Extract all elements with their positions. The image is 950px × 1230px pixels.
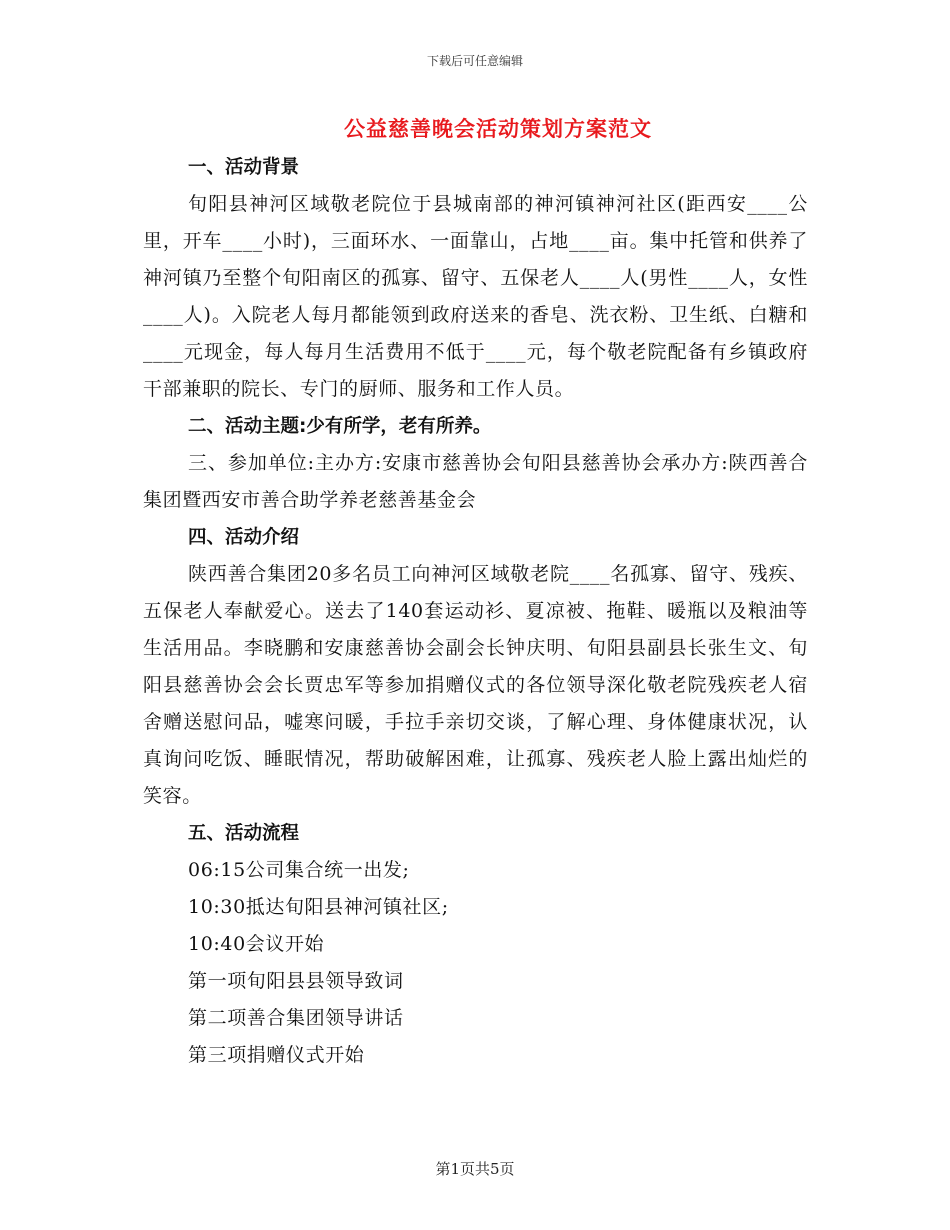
schedule-item: 第三项捐赠仪式开始	[188, 1044, 365, 1066]
document-body	[143, 149, 808, 1074]
schedule-item: 10:30抵达旬阳县神河镇社区;	[188, 896, 449, 918]
schedule-item: 第二项善合集团领导讲话	[188, 1007, 404, 1029]
section-3-paragraph: 三、参加单位:主办方:安康市慈善协会旬阳县慈善协会承办方:陕西善合集团暨西安市善合助学养老慈善基金会	[143, 452, 808, 511]
schedule-item: 10:40会议开始	[188, 933, 325, 955]
section-1-heading: 一、活动背景	[188, 157, 300, 178]
schedule-item: 06:15公司集合统一出发;	[188, 859, 410, 881]
schedule-item: 第一项旬阳县县领导致词	[188, 970, 404, 992]
page-footer: 第1页共5页	[435, 1160, 515, 1178]
section-1-paragraph: 旬阳县神河区域敬老院位于县城南部的神河镇神河社区(距西安____公里，开车____小时)，三面环水、一面靠山，占地____亩。集中托管和供养了神河镇乃至整个旬阳南区的孤寡、留守、五保老人____人(男性____人，女性____人)。入院老人每月都能领到政府送来的香皂、洗衣粉、卫生纸、白糖和____元现金，每人每月生活费用不低于____元，每个敬老院配备有乡镇政府干部兼职的院长、专门的厨师、服务和工作人员。	[143, 193, 808, 400]
section-2-heading: 二、活动主题:少有所学，老有所养。	[188, 416, 492, 437]
header-note: 下载后可任意编辑	[426, 54, 523, 68]
section-5-heading: 五、活动流程	[188, 823, 300, 844]
section-4-heading: 四、活动介绍	[188, 527, 300, 548]
document-title: 公益慈善晚会活动策划方案范文	[344, 116, 652, 141]
section-4-paragraph: 陕西善合集团20多名员工向神河区域敬老院____名孤寡、留守、残疾、五保老人奉献爱心。送去了140套运动衫、夏凉被、拖鞋、暖瓶以及粮油等生活用品。李晓鹏和安康慈善协会副会长钟庆明、旬阳县副县长张生文、旬阳县慈善协会会长贾忠军等参加捐赠仪式的各位领导深化敬老院残疾老人宿舍赠送慰问品，嘘寒问暖，手拉手亲切交谈，了解心理、身体健康状况，认真询问吃饭、睡眠情况，帮助破解困难，让孤寡、残疾老人脸上露出灿烂的笑容。	[143, 563, 808, 807]
